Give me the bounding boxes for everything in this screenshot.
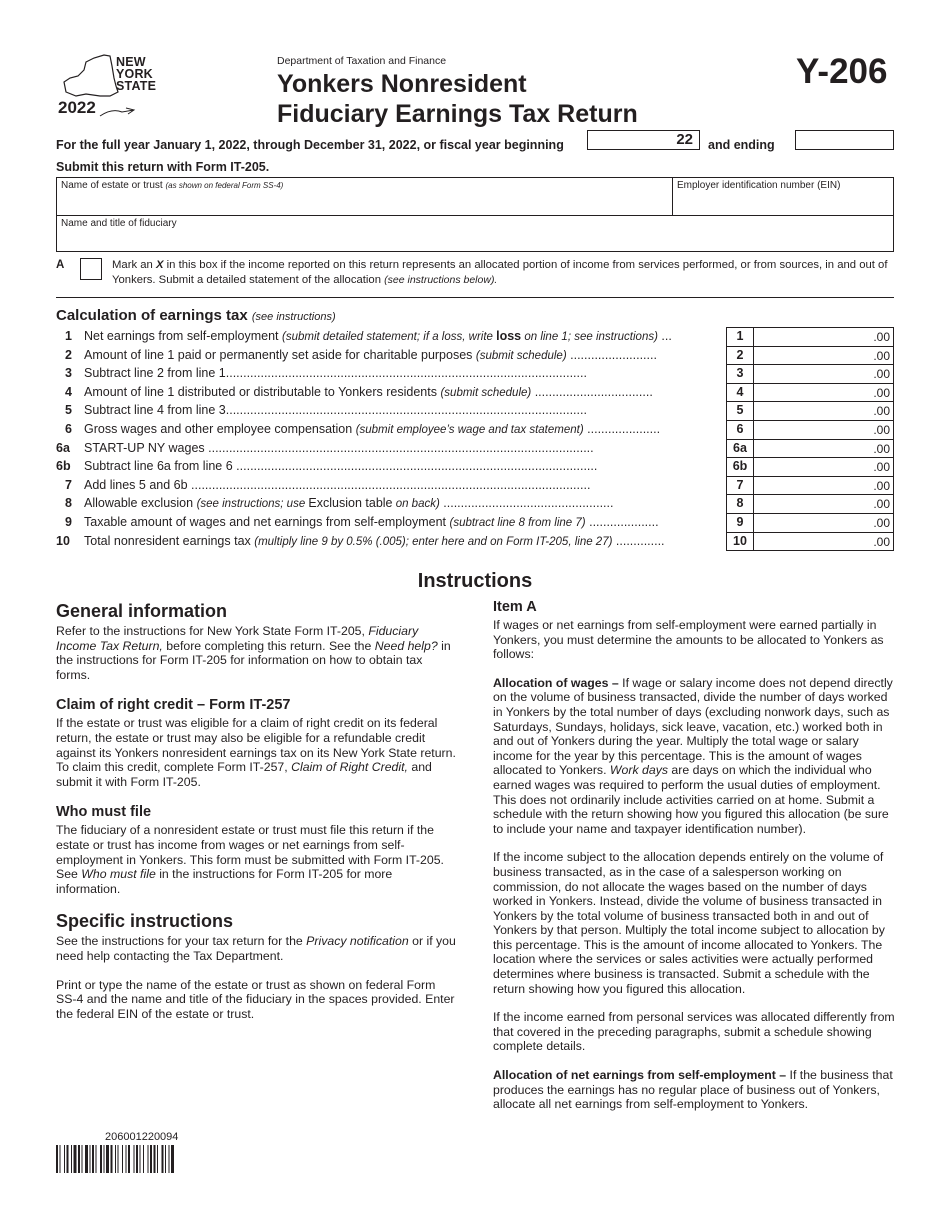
calc-line-6b [56, 457, 894, 476]
calc-line-6 [56, 420, 894, 439]
line-number: 8 [65, 496, 72, 511]
specific-instructions-heading: Specific instructions [56, 911, 234, 932]
swoosh-icon [98, 106, 138, 120]
identification-box [56, 177, 894, 252]
instructions-left-column [56, 600, 456, 1035]
instructions-right-column [493, 598, 895, 1126]
line-box-number: 2 [726, 346, 754, 365]
line-description: Gross wages and other employee compensation (submit employee’s wage and tax statement) ..................... [84, 422, 661, 436]
calc-line-3 [56, 364, 894, 383]
line-description: START-UP NY wages ............................................................................................................... [84, 440, 594, 455]
different-allocation-text: If the income earned from personal services was allocated differently from that covered in the preceding paragraphs, submit a schedule showing complete details. [493, 1010, 895, 1054]
line-description: Add lines 5 and 6b ................................................................................................................... [84, 477, 591, 492]
line-amount-input[interactable]: .00 [754, 457, 894, 476]
line-amount-input[interactable]: .00 [754, 439, 894, 458]
line-box-number: 9 [726, 513, 754, 532]
item-a-text: Mark an X in this box if the income reported on this return represents an allocated portion of income from services performed, or from sources, in and out of Yonkers. Submit a detailed statement of the allocation (see instructions below). [112, 259, 888, 286]
line-description: Subtract line 2 from line 1........................................................................................................ [84, 366, 587, 381]
instructions-title: Instructions [417, 570, 533, 592]
line-description: Subtract line 4 from line 3........................................................................................................ [84, 403, 587, 418]
line-box-number: 4 [726, 383, 754, 402]
line-number: 5 [65, 403, 72, 418]
claim-text: If the estate or trust was eligible for a claim of right credit on its federal return, the estate or trust may also be eligible for a refundable credit against its Yonkers nonresident earnings tax on its New York State return. To claim this credit, complete Form IT-257, Claim of Right Credit, and submit it with Form IT-205. [56, 716, 456, 789]
line-amount-input[interactable]: .00 [754, 420, 894, 439]
fiscal-year-beginning-input[interactable]: 22 [587, 130, 700, 150]
line-box-number: 5 [726, 401, 754, 420]
fiduciary-label: Name and title of fiduciary [61, 218, 177, 229]
fiscal-year-label: For the full year January 1, 2022, through December 31, 2022, or fiscal year beginning [56, 138, 564, 152]
logo-year: 2022 [58, 98, 96, 117]
divider [56, 297, 894, 298]
line-box-number: 6a [726, 439, 754, 458]
line-box-number: 6b [726, 457, 754, 476]
claim-heading: Claim of right credit – Form IT-257 [56, 697, 291, 714]
calc-line-5 [56, 401, 894, 420]
form-title: Yonkers Nonresident Fiduciary Earnings Tax Return [277, 70, 638, 128]
line-description: Total nonresident earnings tax (multiply line 9 by 0.5% (.005); enter here and on Form IT-205, line 27) .............. [84, 533, 665, 548]
line-description: Amount of line 1 paid or permanently set aside for charitable purposes (submit schedule) ......................... [84, 347, 657, 362]
fiscal-year-ending-input[interactable] [795, 130, 894, 150]
line-number: 1 [65, 329, 72, 343]
calc-line-2 [56, 346, 894, 365]
form-number: Y-206 [796, 52, 888, 91]
line-number: 7 [65, 477, 72, 492]
line-amount-input[interactable]: .00 [754, 364, 894, 383]
general-info-heading: General information [56, 601, 228, 621]
line-description: Net earnings from self-employment (submit detailed statement; if a loss, write loss on line 1; see instructions) ... [84, 329, 672, 343]
line-number: 10 [56, 533, 70, 548]
line-description: Amount of line 1 distributed or distributable to Yonkers residents (submit schedule) .................................. [84, 384, 653, 399]
line-box-number: 3 [726, 364, 754, 383]
specific-text-1: See the instructions for your tax return for the Privacy notification or if you need help contacting the Tax Department. [56, 934, 456, 963]
line-box-number: 8 [726, 494, 754, 513]
specific-text-2: Print or type the name of the estate or trust as shown on federal Form SS-4 and the name and title of the fiduciary in the spaces provided. Enter the federal EIN of the estate or trust. [56, 977, 455, 1021]
line-amount-input[interactable]: .00 [754, 476, 894, 495]
line-number: 2 [65, 347, 72, 362]
calc-line-1 [56, 327, 894, 346]
estate-name-label: Name of estate or trust (as shown on federal Form SS-4) [61, 180, 284, 191]
line-number: 3 [65, 366, 72, 381]
calc-line-4 [56, 383, 894, 402]
line-amount-input[interactable]: .00 [754, 401, 894, 420]
calc-line-8 [56, 494, 894, 513]
line-box-number: 10 [726, 532, 754, 552]
line-number: 9 [65, 515, 72, 529]
line-number: 6b [56, 459, 71, 474]
line-amount-input[interactable]: .00 [754, 513, 894, 532]
line-box-number: 6 [726, 420, 754, 439]
calc-line-7 [56, 476, 894, 495]
nys-logo [56, 52, 166, 120]
general-info-text: Refer to the instructions for New York State Form IT-205, Fiduciary Income Tax Return, before completing this return. See the Need help? in the instructions for Form IT-205 for information on how to obtain tax forms. [56, 624, 451, 682]
line-description: Allowable exclusion (see instructions; use Exclusion table on back) ................................................. [84, 496, 614, 511]
line-number: 6a [56, 440, 70, 455]
ein-label: Employer identification number (EIN) [677, 180, 841, 191]
fiscal-year-ending-label: and ending [708, 138, 775, 152]
who-must-file-heading: Who must file [56, 804, 152, 821]
line-box-number: 7 [726, 476, 754, 495]
line-amount-input[interactable]: .00 [754, 383, 894, 402]
calc-line-10 [56, 532, 894, 551]
item-a-letter: A [56, 259, 65, 271]
calc-line-9 [56, 513, 894, 532]
barcode-icon [56, 1145, 240, 1173]
logo-state-name: NEW YORK STATE [116, 55, 157, 93]
calc-heading: Calculation of earnings tax (see instructions) [56, 307, 336, 324]
who-must-file-text: The fiduciary of a nonresident estate or trust must file this return if the estate or trust has income from wages or net earnings from self-employment in Yonkers. This form must be submitted with Form IT-205. See Who must file in the instructions for Form IT-205 for more information. [56, 823, 444, 896]
item-a-checkbox[interactable] [80, 258, 102, 280]
item-a-intro: If wages or net earnings from self-employment were earned partially in Yonkers, you must determine the amounts to be allocated to Yonkers as follows: [493, 618, 884, 662]
calc-line-6a [56, 439, 894, 458]
line-amount-input[interactable]: .00 [754, 327, 894, 346]
ein-field[interactable] [672, 178, 894, 216]
line-box-number: 1 [726, 327, 754, 346]
fiduciary-name-field[interactable] [57, 216, 893, 252]
barcode-number: 206001220094 [105, 1131, 179, 1143]
submit-note: Submit this return with Form IT-205. [56, 160, 270, 174]
line-amount-input[interactable]: .00 [754, 346, 894, 365]
line-description: Taxable amount of wages and net earnings from self-employment (subtract line 8 from line 7) .................... [84, 515, 659, 529]
line-number: 4 [65, 384, 72, 399]
allocation-of-wages-text: Allocation of wages – If wage or salary income does not depend directly on the volume of business transacted, divide the number of days worked in Yonkers by the total number of days (excluding nonwork days, such as Saturdays, Sundays, holidays, sick leave, vacation, etc.) worked both in and out of Yonkers during the year. Multiply the total wage or salary income for the year by this percentage. This is the amount of wages allocated to Yonkers. Work days are days on which the individual who earned wages was required to perform the usual duties of employment. This does not ordinarily include activities carried on at home. Submit a schedule with the return showing how you figured this allocation (be sure to include your name and taxpayer identification number). [493, 675, 893, 836]
line-amount-input[interactable]: .00 [754, 494, 894, 513]
line-amount-input[interactable]: .00 [754, 532, 894, 552]
self-employment-allocation-text: Allocation of net earnings from self-employment – If the business that produces the earnings has no regular place of business out of Yonkers, allocate all net earnings from self-employment to Yonkers. [493, 1068, 893, 1112]
line-description: Subtract line 6a from line 6 ........................................................................................................ [84, 459, 598, 474]
line-number: 6 [65, 422, 72, 436]
commission-allocation-text: If the income subject to the allocation depends entirely on the volume of business transacted, as in the case of a salesperson working on commission, do not allocate the wages based on the number of days worked in Yonkers. Instead, divide the volume of business transacted in Yonkers by the total volume of business transacted both in and out of Yonkers by that person. Multiply the total income subject to allocation by this percentage. This is the amount of income allocated to Yonkers. The location where the services or sales activities were actually performed determines where business is transacted. Submit a schedule with the return showing how you figured this allocation. [493, 850, 885, 996]
item-a-heading: Item A [493, 599, 537, 615]
department-name: Department of Taxation and Finance [277, 55, 447, 67]
